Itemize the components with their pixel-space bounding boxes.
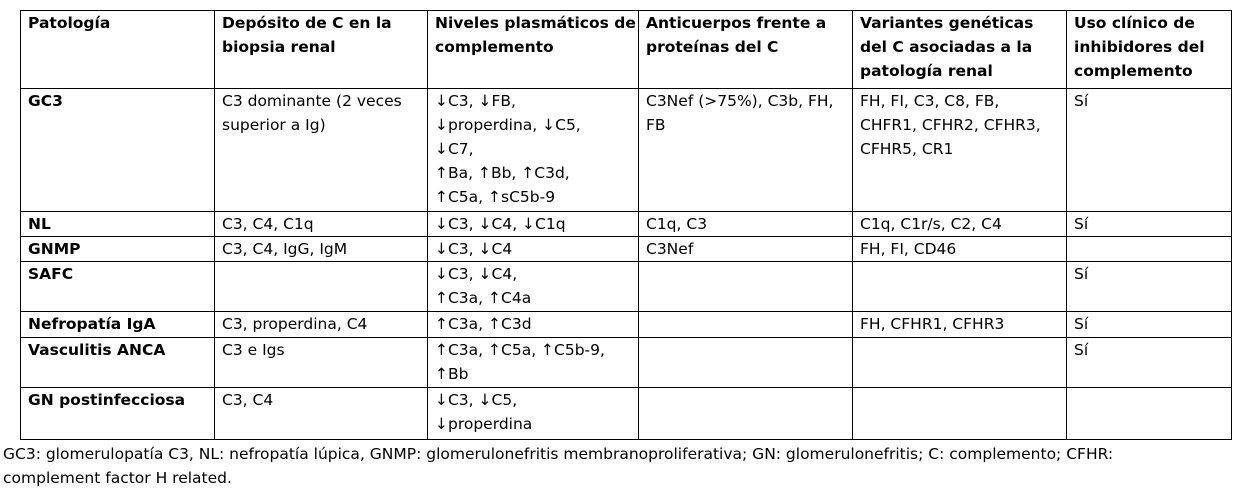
cell-text-line: ↓C3, ↓FB, <box>435 92 516 110</box>
variants-cell <box>853 212 1067 237</box>
cell-text-line: ↑Ba, ↑Bb, ↑C3d, <box>435 164 570 182</box>
cell-text-line: ↓C3, ↓C4, <box>435 265 518 283</box>
antibodies-cell <box>639 212 853 237</box>
header-label-line: complemento <box>435 38 554 56</box>
table-row <box>21 312 1232 338</box>
cell-text-line: ↑C3a, ↑C4a <box>435 289 532 307</box>
antibodies-cell <box>639 338 853 388</box>
deposit-cell <box>215 89 428 212</box>
cell-text-line: C3, properdina, C4 <box>222 315 368 333</box>
cell-text-line: ↑C3a, ↑C3d <box>435 315 532 333</box>
cell-text-line: CHFR1, CFHR2, CFHR3, <box>860 116 1041 134</box>
cell-text-line: Sí <box>1074 315 1089 333</box>
levels-cell <box>428 237 639 262</box>
cell-text-line: ↓properdina <box>435 415 533 433</box>
pathology-name: Vasculitis ANCA <box>28 341 166 359</box>
pathology-name: Nefropatía IgA <box>28 315 156 333</box>
header-label-line: Niveles plasmáticos de <box>435 14 636 32</box>
deposit-cell <box>215 237 428 262</box>
pathology-name: GNMP <box>28 240 81 258</box>
header-label-line: Uso clínico de <box>1074 14 1195 32</box>
cell-text-line: ↑C3a, ↑C5a, ↑C5b-9, <box>435 341 605 359</box>
variants-cell <box>853 388 1067 440</box>
cell-text-line: C1q, C1r/s, C2, C4 <box>860 215 1002 233</box>
levels-cell <box>428 212 639 237</box>
cell-text-line: C3 dominante (2 veces <box>222 92 402 110</box>
antibodies-cell <box>639 312 853 338</box>
cell-text-line: C1q, C3 <box>646 215 708 233</box>
cell-text-line: CFHR5, CR1 <box>860 140 954 158</box>
cell-text-line: FB <box>646 116 666 134</box>
inhibitors-cell <box>1067 237 1232 262</box>
cell-text-line: ↓C3, ↓C4, ↓C1q <box>435 215 566 233</box>
variants-cell <box>853 338 1067 388</box>
deposit-cell <box>215 212 428 237</box>
variants-cell <box>853 312 1067 338</box>
header-label-line: inhibidores del <box>1074 38 1205 56</box>
pathology-name: SAFC <box>28 265 74 283</box>
levels-cell <box>428 338 639 388</box>
table-row <box>21 212 1232 237</box>
variants-cell <box>853 262 1067 312</box>
antibodies-cell <box>639 89 853 212</box>
inhibitors-cell <box>1067 312 1232 338</box>
inhibitors-cell <box>1067 388 1232 440</box>
deposit-cell <box>215 338 428 388</box>
cell-text-line: Sí <box>1074 92 1089 110</box>
header-label-line: patología renal <box>860 62 993 80</box>
pathology-name-cell <box>21 262 215 312</box>
cell-text-line: C3, C4, IgG, IgM <box>222 240 348 258</box>
variants-cell <box>853 237 1067 262</box>
header-label-line: biopsia renal <box>222 38 336 56</box>
cell-text-line: ↑C5a, ↑sC5b-9 <box>435 188 556 206</box>
cell-text-line: ↓C3, ↓C5, <box>435 391 518 409</box>
header-label-line: Depósito de C en la <box>222 14 392 32</box>
header-anticuerpos <box>639 11 853 89</box>
antibodies-cell <box>639 237 853 262</box>
table-footnote <box>3 442 1233 490</box>
header-label-line: Variantes genéticas <box>860 14 1034 32</box>
inhibitors-cell <box>1067 212 1232 237</box>
pathology-name-cell <box>21 388 215 440</box>
cell-text-line: Sí <box>1074 341 1089 359</box>
pathology-name-cell <box>21 89 215 212</box>
header-uso-clinico <box>1067 11 1232 89</box>
deposit-cell <box>215 388 428 440</box>
cell-text-line: ↓C3, ↓C4 <box>435 240 513 258</box>
cell-text-line: superior a Ig) <box>222 116 326 134</box>
deposit-cell <box>215 312 428 338</box>
pathology-name: GN postinfecciosa <box>28 391 186 409</box>
header-deposito <box>215 11 428 89</box>
cell-text-line: C3Nef (>75%), C3b, FH, <box>646 92 834 110</box>
deposit-cell <box>215 262 428 312</box>
pathology-name-cell <box>21 312 215 338</box>
levels-cell <box>428 262 639 312</box>
table-row <box>21 262 1232 312</box>
header-label-line: proteínas del C <box>646 38 779 56</box>
header-label-line: del C asociadas a la <box>860 38 1033 56</box>
cell-text-line: Sí <box>1074 215 1089 233</box>
levels-cell <box>428 388 639 440</box>
table-row <box>21 237 1232 262</box>
complement-pathology-table <box>20 10 1232 440</box>
levels-cell <box>428 312 639 338</box>
cell-text-line: C3 e Igs <box>222 341 285 359</box>
cell-text-line: ↓C7, <box>435 140 474 158</box>
header-variantes <box>853 11 1067 89</box>
antibodies-cell <box>639 388 853 440</box>
pathology-name: NL <box>28 215 51 233</box>
levels-cell <box>428 89 639 212</box>
cell-text-line: ↑Bb <box>435 365 469 383</box>
cell-text-line: C3Nef <box>646 240 694 258</box>
pathology-name-cell <box>21 212 215 237</box>
header-label-line: Anticuerpos frente a <box>646 14 827 32</box>
header-label-line: Patología <box>28 14 111 32</box>
cell-text-line: FH, CFHR1, CFHR3 <box>860 315 1005 333</box>
cell-text-line: C3, C4 <box>222 391 274 409</box>
cell-text-line: ↓properdina, ↓C5, <box>435 116 581 134</box>
inhibitors-cell <box>1067 338 1232 388</box>
pathology-name: GC3 <box>28 92 63 110</box>
table-header <box>21 11 1232 89</box>
header-label-line: complemento <box>1074 62 1193 80</box>
header-niveles <box>428 11 639 89</box>
inhibitors-cell <box>1067 262 1232 312</box>
cell-text-line: FH, FI, C3, C8, FB, <box>860 92 1000 110</box>
pathology-name-cell <box>21 338 215 388</box>
antibodies-cell <box>639 262 853 312</box>
footnote-line: GC3: glomerulopatía C3, NL: nefropatía lúpica, GNMP: glomerulonefritis membranoproliferativa; GN: glomerulonefritis; C: complemento; CFHR: <box>3 445 1114 463</box>
header-row <box>21 11 1232 89</box>
table-row <box>21 338 1232 388</box>
table-row <box>21 388 1232 440</box>
header-patologia <box>21 11 215 89</box>
table-row <box>21 89 1232 212</box>
inhibitors-cell <box>1067 89 1232 212</box>
cell-text-line: Sí <box>1074 265 1089 283</box>
cell-text-line: FH, FI, CD46 <box>860 240 957 258</box>
pathology-name-cell <box>21 237 215 262</box>
cell-text-line: C3, C4, C1q <box>222 215 314 233</box>
table-body <box>21 89 1232 440</box>
variants-cell <box>853 89 1067 212</box>
footnote-line: complement factor H related. <box>3 469 232 487</box>
